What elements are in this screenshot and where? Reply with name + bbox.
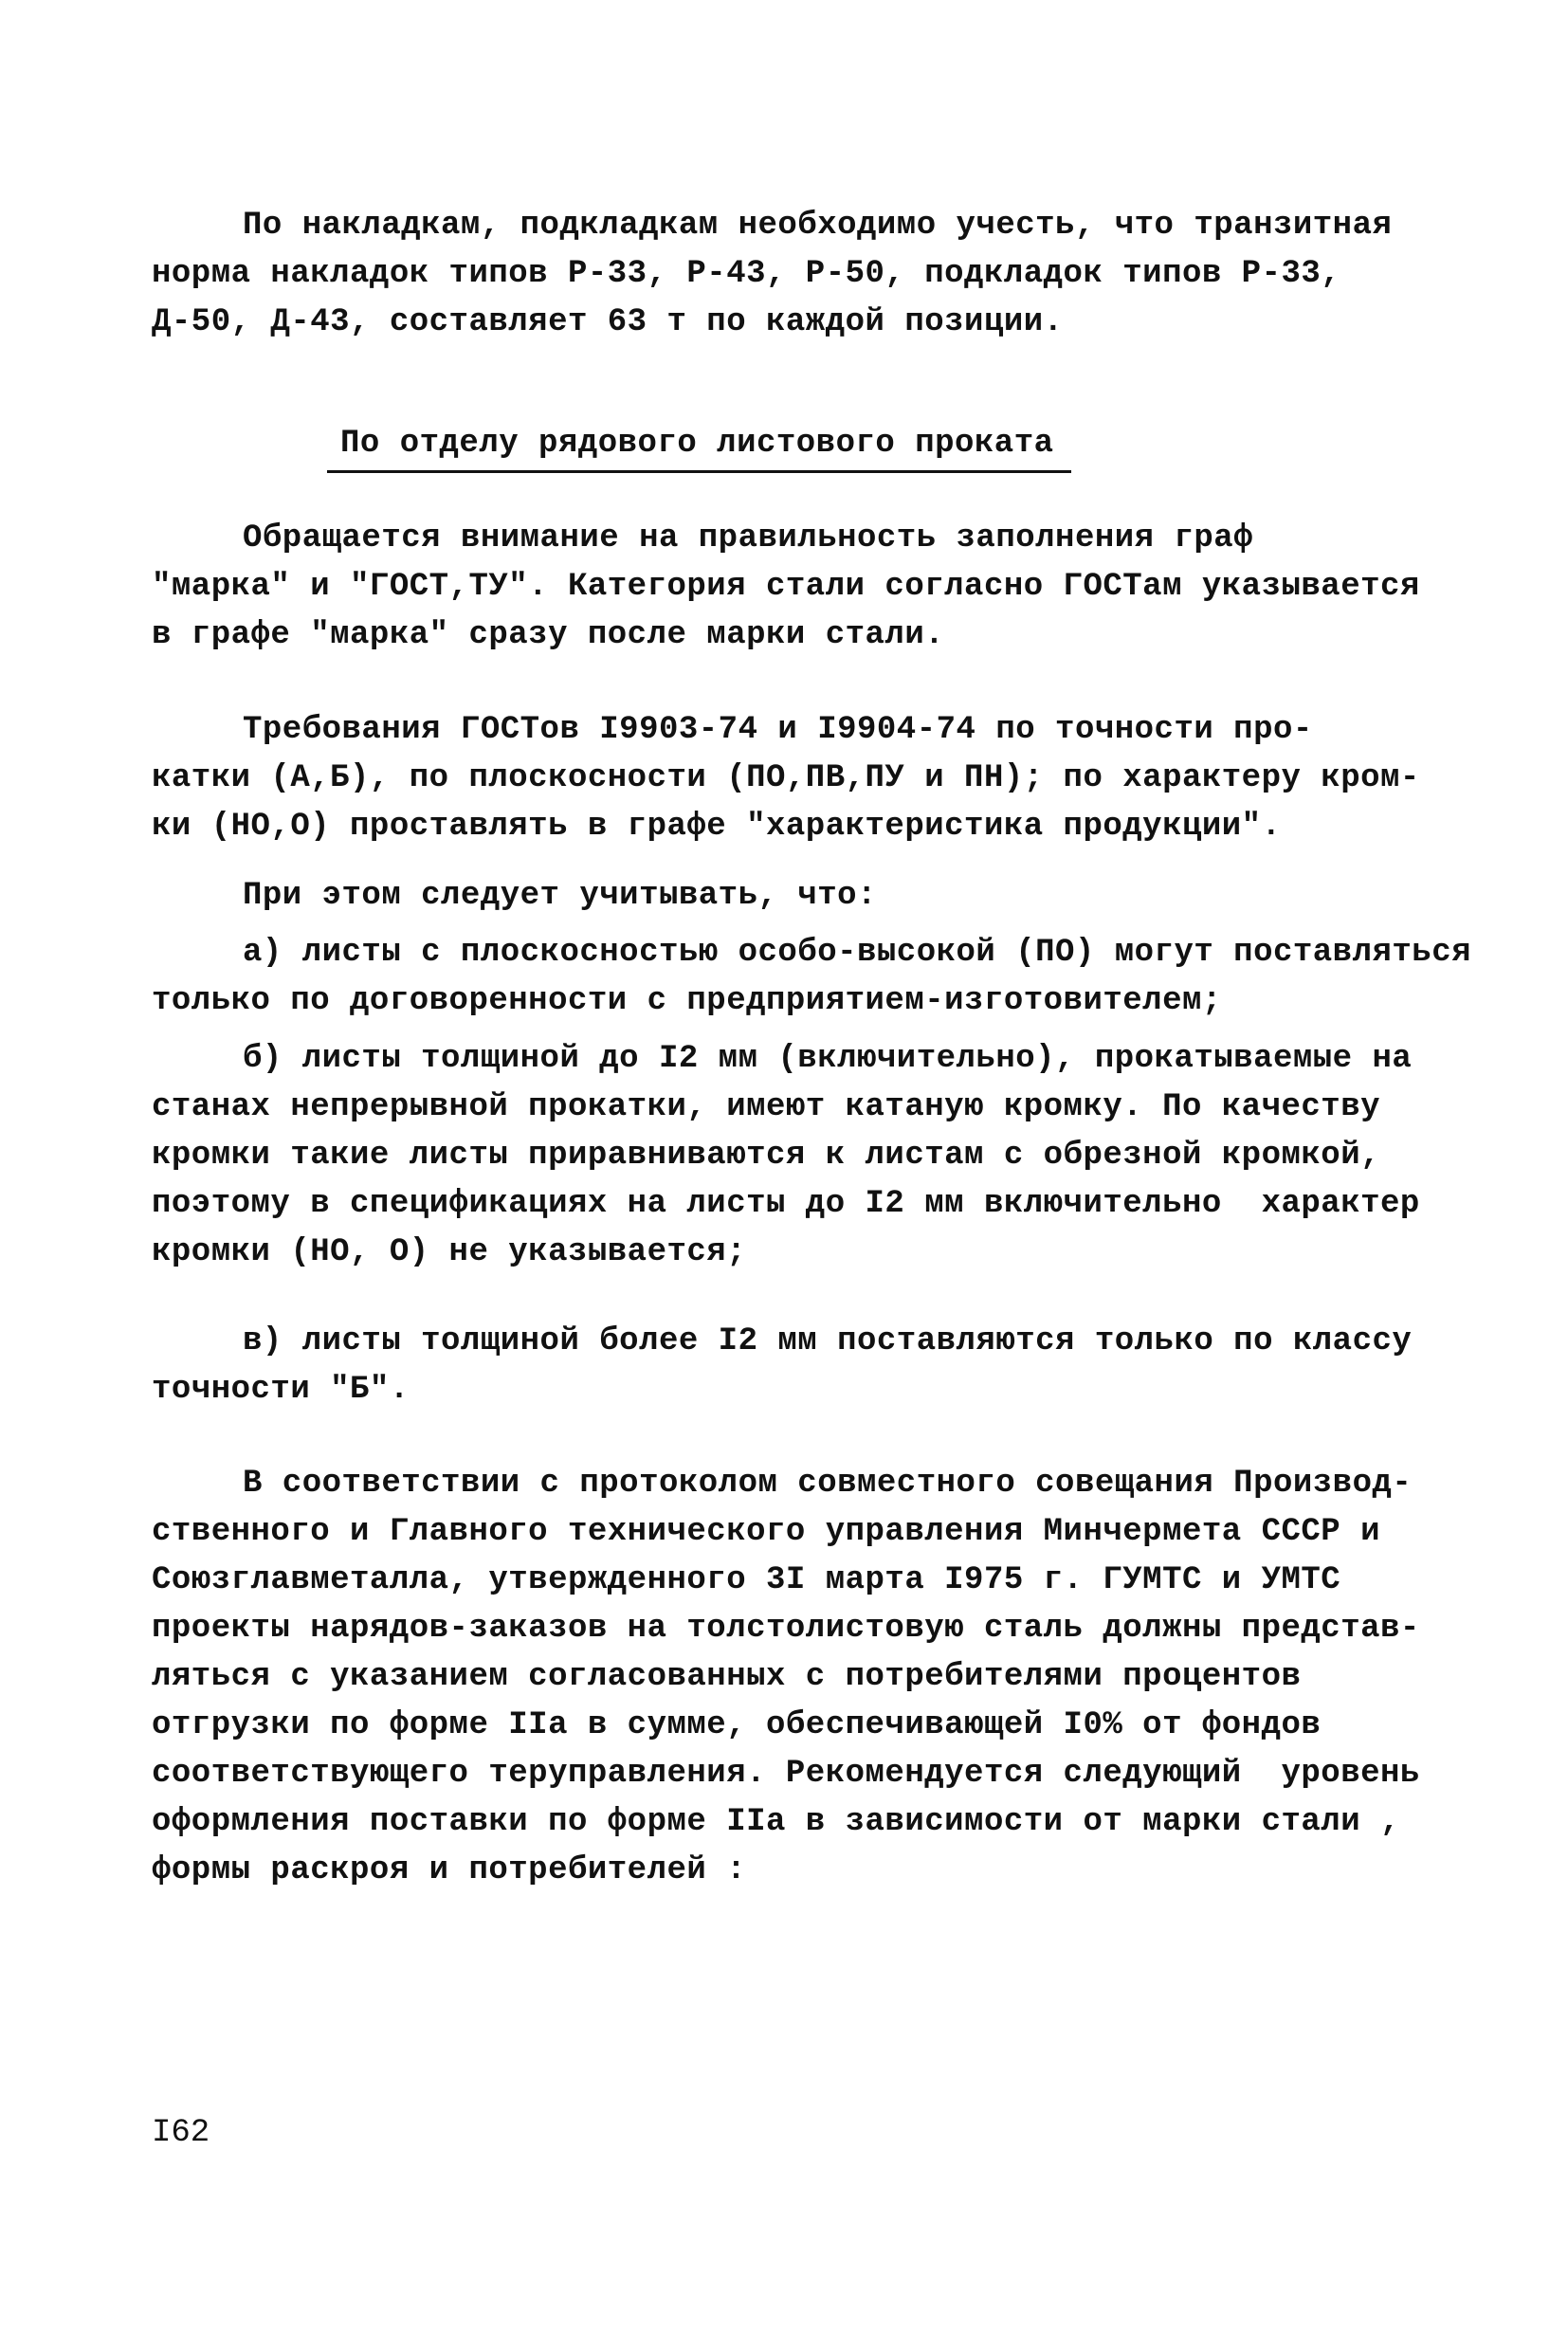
page-number: I62 [152, 2115, 210, 2151]
text-line: соответствующего теруправления. Рекомендуется следующий уровень [152, 1756, 1420, 1792]
text-line: поэтому в спецификациях на листы до I2 мм включительно характер [152, 1186, 1420, 1222]
text-line: При этом следует учитывать, что: [243, 878, 877, 914]
paragraph-note-intro [152, 872, 1469, 921]
list-item-b [152, 1035, 1469, 1277]
paragraph-gost-requirements [152, 706, 1469, 851]
text-line: По накладкам, подкладкам необходимо учесть, что транзитная [243, 208, 1393, 244]
text-line: "марка" и "ГОСТ,ТУ". Категория стали согласно ГОСТам указывается [152, 569, 1420, 605]
text-line: точности "Б". [152, 1372, 410, 1408]
section-heading: По отделу рядового листового проката [327, 420, 1071, 473]
text-line: оформления поставки по форме IIа в зависимости от марки стали , [152, 1804, 1400, 1840]
paragraph-transit-norm [152, 202, 1469, 347]
text-line: проекты нарядов-заказов на толстолистовую сталь должны представ- [152, 1611, 1420, 1647]
text-line: станах непрерывной прокатки, имеют катаную кромку. По качеству [152, 1089, 1381, 1125]
text-line: формы раскроя и потребителей : [152, 1852, 747, 1888]
text-line: в графе "марка" сразу после марки стали. [152, 617, 945, 653]
text-line: в) листы толщиной более I2 мм поставляются только по классу [243, 1323, 1413, 1359]
text-line: Обращается внимание на правильность заполнения граф [243, 520, 1254, 556]
list-item-c [152, 1318, 1469, 1414]
text-line: а) листы с плоскосностью особо-высокой (ПО) могут поставляться [243, 935, 1472, 971]
text-line: норма накладок типов Р-33, Р-43, Р-50, подкладок типов Р-33, [152, 256, 1341, 292]
text-line: ственного и Главного технического управления Минчермета СССР и [152, 1514, 1381, 1550]
text-line: Требования ГОСТов I9903-74 и I9904-74 по точности про- [243, 712, 1313, 748]
text-line: Д-50, Д-43, составляет 63 т по каждой позиции. [152, 304, 1064, 340]
text-line: только по договоренности с предприятием-изготовителем; [152, 983, 1222, 1019]
text-line: кромки (НО, О) не указывается; [152, 1234, 747, 1270]
text-line: отгрузки по форме IIа в сумме, обеспечивающей I0% от фондов [152, 1707, 1322, 1743]
text-line: б) листы толщиной до I2 мм (включительно), прокатываемые на [243, 1041, 1413, 1077]
list-item-a [152, 929, 1472, 1026]
text-line: Союзглавметалла, утвержденного 3I марта I975 г. ГУМТС и УМТС [152, 1562, 1341, 1598]
paragraph-attention [152, 515, 1469, 660]
text-line: ляться с указанием согласованных с потребителями процентов [152, 1659, 1302, 1695]
text-line: кромки такие листы приравниваются к листам с обрезной кромкой, [152, 1138, 1381, 1174]
text-line: ки (НО,О) проставлять в графе "характеристика продукции". [152, 809, 1282, 845]
text-line: катки (А,Б), по плоскосности (ПО,ПВ,ПУ и ПН); по характеру кром- [152, 760, 1420, 796]
paragraph-protocol [152, 1460, 1469, 1895]
text-line: В соответствии с протоколом совместного совещания Производ- [243, 1466, 1413, 1502]
